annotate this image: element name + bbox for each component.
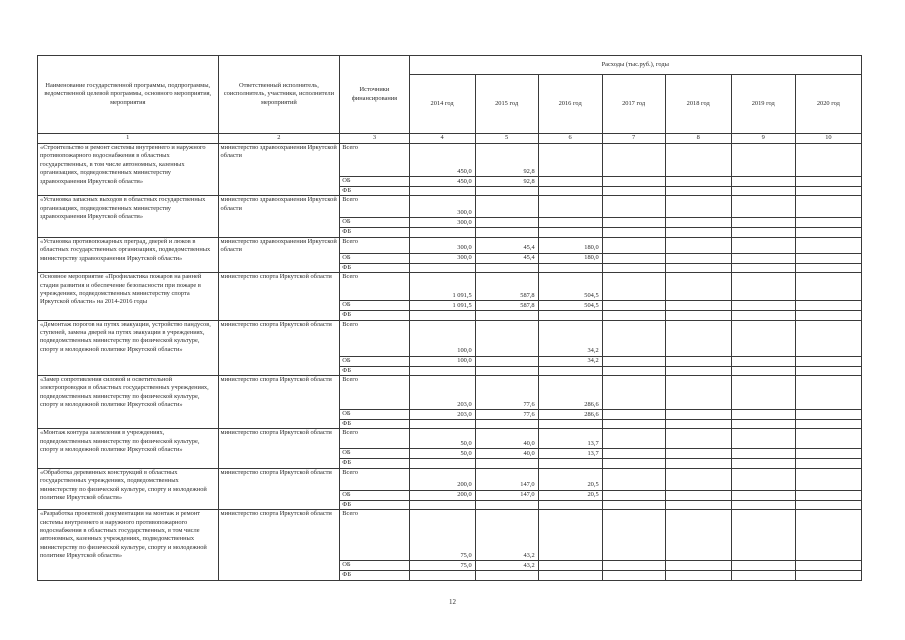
amount-cell [475,196,538,218]
amount-cell [731,177,795,187]
amount-cell [475,571,538,580]
year-header: 2017 год [602,75,665,134]
amount-cell [602,177,665,187]
amount-cell [731,366,795,375]
amount-cell [602,420,665,429]
table-row [38,144,862,177]
column-number: 10 [795,134,861,144]
amount-cell [602,273,665,301]
amount-cell: 300,0 [409,196,475,218]
funding-source: ФБ [340,263,409,272]
measure-name: «Разработка проектной документации на монтаж и ремонт системы внутреннего и наружного противопожарного водоснабжения в областных государственных, в том числе автономных, казенных учреждениях, подведомственных министерству по физической культуре, спорту и молодежной политике Иркутской области» [38,510,219,580]
amount-cell: 180,0 [538,237,602,253]
column-number: 5 [475,134,538,144]
amount-cell [602,459,665,468]
funding-source: ФБ [340,311,409,320]
amount-cell [538,144,602,177]
header-source: Источники финансирования [340,56,409,134]
amount-cell [665,320,731,356]
column-number: 4 [409,134,475,144]
amount-cell [602,237,665,253]
amount-cell: 75,0 [409,510,475,561]
amount-cell: 77,6 [475,410,538,420]
amount-cell [602,500,665,509]
amount-cell: 300,0 [409,237,475,253]
responsible-executor: министерство спорта Иркутской области [218,468,340,509]
amount-cell [602,490,665,500]
amount-cell [731,459,795,468]
amount-cell [602,196,665,218]
header-name: Наименование государственной программы, подпрограммы, ведомственной целевой программы, основного мероприятия, мероприятия [38,56,219,134]
amount-cell [475,187,538,196]
amount-cell [602,571,665,580]
amount-cell [538,196,602,218]
amount-cell: 43,2 [475,510,538,561]
amount-cell [731,429,795,449]
funding-source: ФБ [340,366,409,375]
table-row [38,237,862,253]
amount-cell [795,311,861,320]
amount-cell: 300,0 [409,253,475,263]
amount-cell [795,144,861,177]
amount-cell [795,366,861,375]
table-row [38,510,862,561]
amount-cell [731,500,795,509]
funding-source: Всего [340,468,409,490]
funding-source: ФБ [340,459,409,468]
amount-cell: 286,6 [538,376,602,410]
amount-cell [409,311,475,320]
amount-cell [731,571,795,580]
amount-cell: 587,8 [475,301,538,311]
amount-cell [731,218,795,228]
amount-cell [538,510,602,561]
amount-cell [795,449,861,459]
amount-cell [665,356,731,366]
amount-cell [795,571,861,580]
amount-cell: 1 091,5 [409,273,475,301]
amount-cell [538,571,602,580]
amount-cell [538,366,602,375]
amount-cell: 504,5 [538,273,602,301]
amount-cell [665,449,731,459]
amount-cell: 13,7 [538,449,602,459]
amount-cell [409,263,475,272]
amount-cell [475,263,538,272]
amount-cell [409,366,475,375]
amount-cell [795,510,861,561]
column-number: 6 [538,134,602,144]
amount-cell [665,177,731,187]
amount-cell [665,376,731,410]
measure-name: «Монтаж контура заземления в учреждениях, подведомственных министерству по физической культуре, спорту и молодежной политике Иркутской области» [38,429,219,468]
amount-cell: 77,6 [475,376,538,410]
responsible-executor: министерство спорта Иркутской области [218,320,340,375]
amount-cell [602,429,665,449]
amount-cell [475,420,538,429]
amount-cell [665,429,731,449]
amount-cell [795,468,861,490]
amount-cell [538,561,602,571]
amount-cell [538,459,602,468]
funding-source: ФБ [340,500,409,509]
amount-cell [795,237,861,253]
amount-cell [731,237,795,253]
responsible-executor: министерство спорта Иркутской области [218,376,340,429]
amount-cell [475,356,538,366]
column-number: 3 [340,134,409,144]
amount-cell [665,510,731,561]
year-header: 2015 год [475,75,538,134]
amount-cell [795,376,861,410]
amount-cell [602,253,665,263]
amount-cell: 100,0 [409,356,475,366]
amount-cell [538,187,602,196]
amount-cell [665,410,731,420]
amount-cell [795,500,861,509]
amount-cell [602,376,665,410]
responsible-executor: министерство здравоохранения Иркутской области [218,237,340,272]
amount-cell: 180,0 [538,253,602,263]
amount-cell [538,420,602,429]
amount-cell [602,449,665,459]
amount-cell: 92,8 [475,144,538,177]
amount-cell [731,320,795,356]
amount-cell: 34,2 [538,320,602,356]
amount-cell [665,366,731,375]
amount-cell [731,468,795,490]
funding-source: Всего [340,273,409,301]
amount-cell [409,571,475,580]
amount-cell: 40,0 [475,449,538,459]
amount-cell [731,228,795,237]
amount-cell [795,320,861,356]
funding-source: Всего [340,196,409,218]
measure-name: «Установка противопожарных преград, дверей и люков в областных государственных организациях, подведомственных министерству здравоохранения Иркутской области» [38,237,219,272]
amount-cell: 20,5 [538,490,602,500]
header-responsible: Ответственный исполнитель, соисполнитель, участники, исполнители мероприятий [218,56,340,134]
amount-cell [602,468,665,490]
amount-cell [475,311,538,320]
amount-cell [602,561,665,571]
amount-cell [731,510,795,561]
amount-cell [475,320,538,356]
amount-cell [731,301,795,311]
funding-source: ОБ [340,356,409,366]
amount-cell [665,459,731,468]
amount-cell [665,253,731,263]
funding-source: ОБ [340,177,409,187]
table-row [38,376,862,410]
amount-cell [731,273,795,301]
amount-cell [665,561,731,571]
amount-cell [665,500,731,509]
amount-cell [731,187,795,196]
amount-cell [602,410,665,420]
amount-cell: 200,0 [409,490,475,500]
table-row [38,273,862,301]
column-number: 2 [218,134,340,144]
amount-cell: 75,0 [409,561,475,571]
amount-cell [602,356,665,366]
amount-cell [409,500,475,509]
amount-cell [665,490,731,500]
funding-source: ФБ [340,228,409,237]
amount-cell [731,376,795,410]
amount-cell [538,500,602,509]
amount-cell [475,459,538,468]
amount-cell [795,228,861,237]
amount-cell [731,311,795,320]
amount-cell: 45,4 [475,237,538,253]
amount-cell [602,510,665,561]
amount-cell [602,320,665,356]
page-number: 12 [449,598,456,606]
amount-cell: 45,4 [475,253,538,263]
table-row [38,468,862,490]
amount-cell: 203,0 [409,376,475,410]
measure-name: «Обработка деревянных конструкций в областных государственных учреждениях, подведомственных министерству по физической культуре, спорту и молодежной политике Иркутской области» [38,468,219,509]
amount-cell [795,253,861,263]
amount-cell [665,263,731,272]
amount-cell [602,366,665,375]
amount-cell [731,410,795,420]
funding-source: ОБ [340,490,409,500]
amount-cell [665,144,731,177]
amount-cell [795,263,861,272]
amount-cell: 34,2 [538,356,602,366]
amount-cell: 1 091,5 [409,301,475,311]
funding-source: Всего [340,237,409,253]
measure-name: «Замер сопротивления силовой и осветительной электропроводки в областных государственных учреждениях, подведомственных министерству по физической культуре, спорту и молодежной политике Иркутской области» [38,376,219,429]
amount-cell: 50,0 [409,449,475,459]
year-header: 2018 год [665,75,731,134]
amount-cell: 43,2 [475,561,538,571]
amount-cell: 13,7 [538,429,602,449]
funding-source: ОБ [340,253,409,263]
amount-cell [665,187,731,196]
amount-cell [731,561,795,571]
financing-table [37,55,862,581]
funding-source: ФБ [340,571,409,580]
amount-cell [475,218,538,228]
measure-name: «Демонтаж порогов на путях эвакуации, устройство пандусов, ступеней, замена дверей на путях эвакуации в учреждениях, подведомственных министерству по физической культуре, спорту и молодежной политике Иркутской области» [38,320,219,375]
amount-cell [731,420,795,429]
amount-cell [602,144,665,177]
amount-cell [538,177,602,187]
funding-source: Всего [340,429,409,449]
amount-cell [795,177,861,187]
table-row [38,320,862,356]
funding-source: Всего [340,320,409,356]
amount-cell [409,187,475,196]
amount-cell [538,311,602,320]
amount-cell [475,228,538,237]
year-header: 2019 год [731,75,795,134]
amount-cell: 203,0 [409,410,475,420]
amount-cell: 450,0 [409,177,475,187]
year-header: 2014 год [409,75,475,134]
amount-cell [731,196,795,218]
amount-cell [602,187,665,196]
amount-cell [795,301,861,311]
amount-cell [795,356,861,366]
amount-cell: 40,0 [475,429,538,449]
funding-source: Всего [340,376,409,410]
amount-cell [538,263,602,272]
funding-source: Всего [340,144,409,177]
funding-source: ОБ [340,449,409,459]
year-header: 2016 год [538,75,602,134]
amount-cell: 100,0 [409,320,475,356]
responsible-executor: министерство спорта Иркутской области [218,429,340,468]
amount-cell [409,228,475,237]
amount-cell [795,429,861,449]
table-row [38,429,862,449]
amount-cell [538,228,602,237]
column-number: 7 [602,134,665,144]
funding-source: Всего [340,510,409,561]
amount-cell: 147,0 [475,468,538,490]
amount-cell: 20,5 [538,468,602,490]
amount-cell [795,561,861,571]
amount-cell [602,218,665,228]
amount-cell [795,420,861,429]
amount-cell [409,459,475,468]
amount-cell: 50,0 [409,429,475,449]
amount-cell [475,500,538,509]
year-header: 2020 год [795,75,861,134]
amount-cell: 504,5 [538,301,602,311]
amount-cell: 450,0 [409,144,475,177]
amount-cell: 200,0 [409,468,475,490]
amount-cell [602,311,665,320]
amount-cell [731,449,795,459]
amount-cell [795,187,861,196]
amount-cell [665,218,731,228]
funding-source: ОБ [340,410,409,420]
measure-name: «Строительство и ремонт системы внутреннего и наружного противопожарного водоснабжения в областных государственных, в том числе автономных, казенных организациях, подведомственных министерству здравоохранения Иркутской области» [38,144,219,196]
column-number: 1 [38,134,219,144]
amount-cell [731,356,795,366]
amount-cell: 92,8 [475,177,538,187]
amount-cell [795,218,861,228]
amount-cell [665,228,731,237]
responsible-executor: министерство здравоохранения Иркутской области [218,196,340,237]
amount-cell [731,263,795,272]
amount-cell [795,459,861,468]
funding-source: ОБ [340,561,409,571]
amount-cell [665,237,731,253]
amount-cell [731,490,795,500]
amount-cell [731,144,795,177]
responsible-executor: министерство спорта Иркутской области [218,273,340,320]
measure-name: Основное мероприятие «Профилактика пожаров на ранней стадии развития и обеспечение безопасности при пожаре в учреждениях, подведомственных министерству спорта Иркутской области» на 2014-2016 годы [38,273,219,320]
amount-cell: 286,6 [538,410,602,420]
header-expenses: Расходы (тыс.руб.), годы [409,56,861,75]
table-row [38,196,862,218]
measure-name: «Установка запасных выходов в областных государственных организациях, подведомственных министерству здравоохранения Иркутской области» [38,196,219,237]
funding-source: ФБ [340,187,409,196]
amount-cell [602,263,665,272]
amount-cell: 147,0 [475,490,538,500]
amount-cell [795,490,861,500]
amount-cell [665,301,731,311]
amount-cell [665,420,731,429]
amount-cell [665,311,731,320]
amount-cell [795,196,861,218]
amount-cell [795,410,861,420]
funding-source: ОБ [340,218,409,228]
amount-cell: 587,8 [475,273,538,301]
responsible-executor: министерство спорта Иркутской области [218,510,340,580]
funding-source: ФБ [340,420,409,429]
column-number: 9 [731,134,795,144]
amount-cell: 300,0 [409,218,475,228]
amount-cell [665,571,731,580]
amount-cell [409,420,475,429]
column-number: 8 [665,134,731,144]
amount-cell [475,366,538,375]
amount-cell [665,273,731,301]
amount-cell [602,228,665,237]
amount-cell [665,196,731,218]
responsible-executor: министерство здравоохранения Иркутской области [218,144,340,196]
amount-cell [665,468,731,490]
amount-cell [731,253,795,263]
amount-cell [538,218,602,228]
amount-cell [795,273,861,301]
amount-cell [602,301,665,311]
funding-source: ОБ [340,301,409,311]
